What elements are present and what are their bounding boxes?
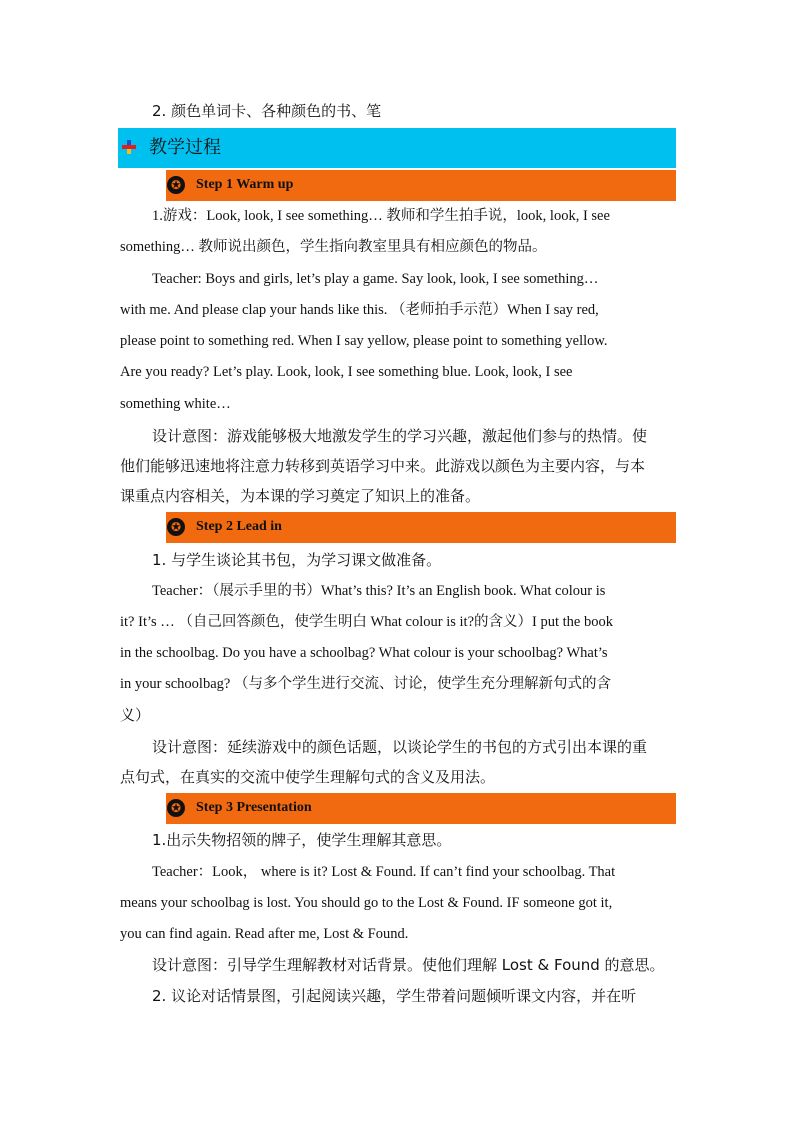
step3-para2-line3: you can find again. Read after me, Lost & Found. [120, 926, 409, 942]
step1-para1-line1: 1.游戏：Look, look, I see something… 教师和学生拍手说，look, look, I see [152, 208, 610, 224]
step1-para2-line2: with me. And please clap your hands like this. （老师拍手示范）When I say red, [120, 302, 599, 318]
step3-para2-line2: means your schoolbag is lost. You should go to the Lost & Found. IF someone got it, [120, 895, 613, 911]
step2-design-line1: 设计意图：延续游戏中的颜色话题，以谈论学生的书包的方式引出本课的重 [152, 738, 648, 756]
materials-item-2: 2. 颜色单词卡、各种颜色的书、笔 [152, 102, 382, 120]
step-title-1: Step 1 Warm up [196, 177, 294, 192]
section-title: 教学过程 [149, 137, 221, 158]
step-title-2: Step 2 Lead in [196, 519, 282, 534]
star-circle-icon: ✪ [167, 176, 185, 194]
step2-para2-line4: in your schoolbag? （与多个学生进行交流、讨论，使学生充分理解新句式的含 [120, 676, 611, 692]
step1-design-line3: 课重点内容相关，为本课的学习奠定了知识上的准备。 [120, 487, 481, 505]
step2-para1-line1: 1. 与学生谈论其书包，为学习课文做准备。 [152, 551, 442, 569]
step2-para2-line1: Teacher：（展示手里的书）What’s this? It’s an English book. What colour is [152, 583, 606, 599]
step1-para2-line5: something white… [120, 396, 231, 412]
step2-para2-line5: 义） [120, 706, 151, 724]
step1-design-line1: 设计意图：游戏能够极大地激发学生的学习兴趣，激起他们参与的热情。使 [152, 427, 648, 445]
star-circle-icon: ✪ [167, 799, 185, 817]
section-marker-icon [122, 140, 136, 154]
step2-design-line2: 点句式，在真实的交流中使学生理解句式的含义及用法。 [120, 768, 496, 786]
step3-para3-line1: 2. 议论对话情景图，引起阅读兴趣，学生带着问题倾听课文内容，并在听 [152, 987, 637, 1005]
step3-para1-line1: 1.出示失物招领的牌子，使学生理解其意思。 [152, 831, 452, 849]
step3-design-line1: 设计意图：引导学生理解教材对话背景。使他们理解 Lost & Found 的意思。 [152, 956, 665, 974]
step1-design-line2: 他们能够迅速地将注意力转移到英语学习中来。此游戏以颜色为主要内容，与本 [120, 457, 646, 475]
step3-para2-line1: Teacher：Look， where is it? Lost & Found. If can’t find your schoolbag. That [152, 864, 616, 880]
step2-para2-line3: in the schoolbag. Do you have a schoolbag? What colour is your schoolbag? What’s [120, 645, 608, 661]
step1-para1-line2: something… 教师说出颜色，学生指向教室里具有相应颜色的物品。 [120, 239, 547, 255]
step1-para2-line3: please point to something red. When I say yellow, please point to something yellow. [120, 333, 608, 349]
step1-para2-line4: Are you ready? Let’s play. Look, look, I see something blue. Look, look, I see [120, 364, 573, 380]
step-title-3: Step 3 Presentation [196, 800, 312, 815]
step1-para2-line1: Teacher: Boys and girls, let’s play a game. Say look, look, I see something… [152, 271, 599, 287]
star-circle-icon: ✪ [167, 518, 185, 536]
step2-para2-line2: it? It’s … （自己回答颜色，使学生明白 What colour is it?的含义）I put the book [120, 614, 613, 630]
